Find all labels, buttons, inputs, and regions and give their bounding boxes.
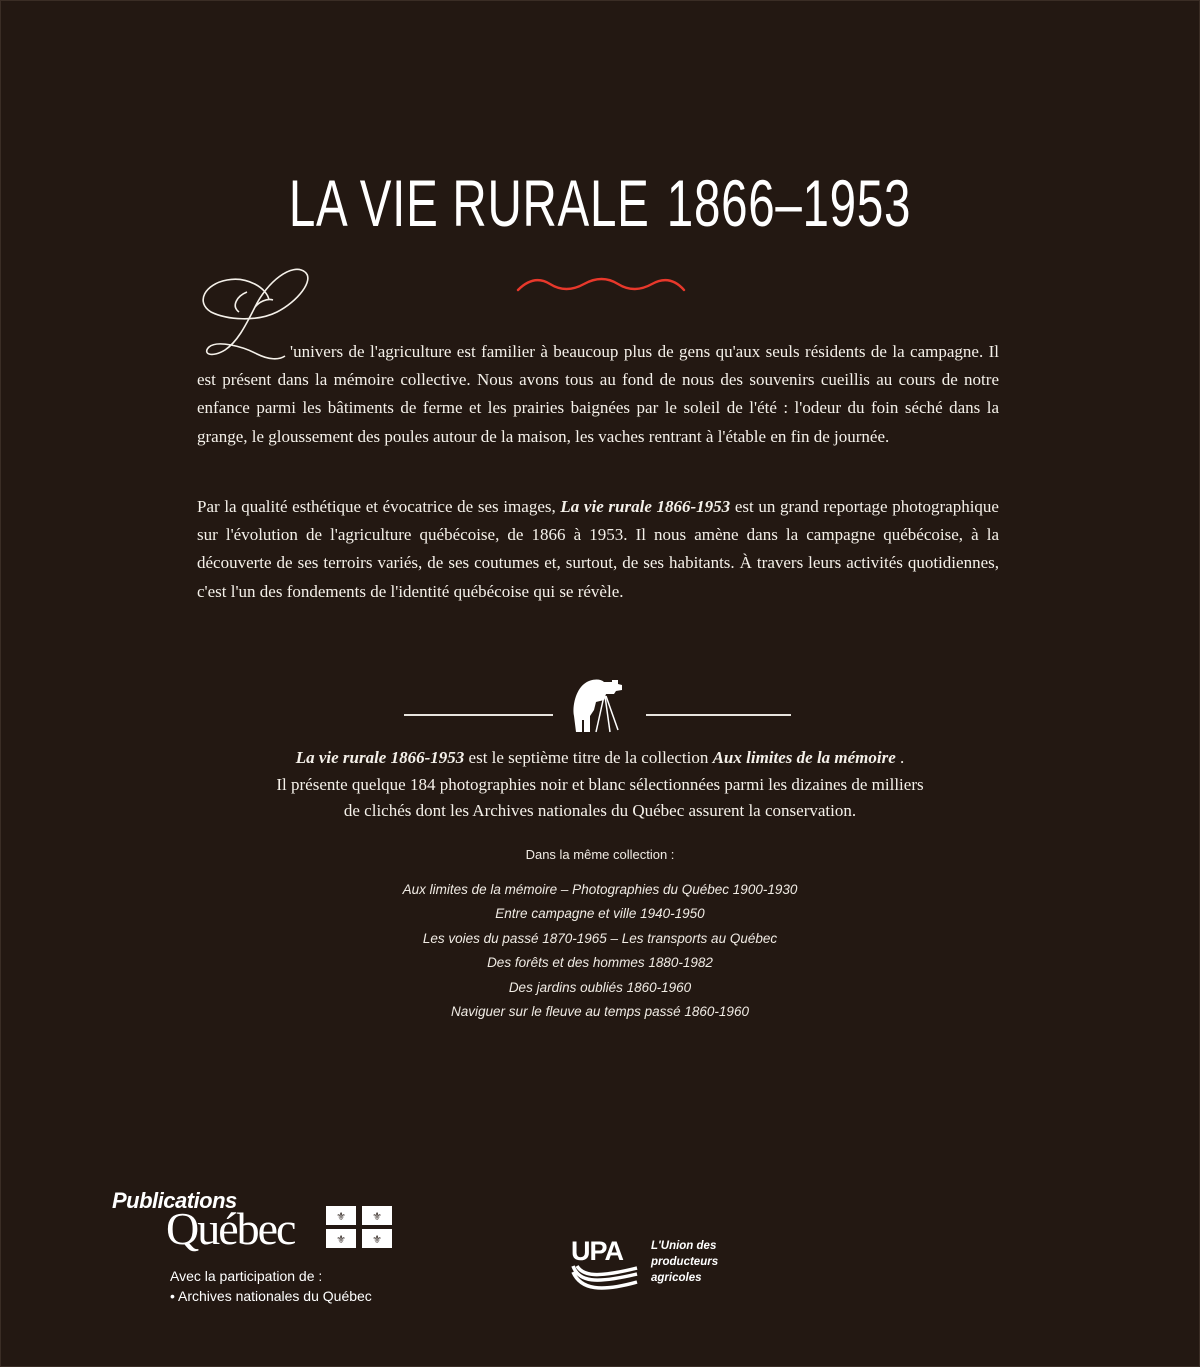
- quebec-flag-icon: [326, 1206, 392, 1248]
- credits-line-3: de clichés dont les Archives nationales du Québec assurent la conservation.: [343, 801, 857, 820]
- upa-logo-icon: [571, 1236, 641, 1292]
- divider-line-right: [646, 714, 791, 716]
- paragraph-1-text: 'univers de l'agriculture est familier à beaucoup plus de gens qu'aux seuls résidents de la campagne. Il est présent dans la mémoire collective. Nous avons tous au fond de nous des souvenirs cueillis au cours de notre enfance parmi les bâtiments de ferme et les prairies baignées par le soleil de l'été : l'odeur du foin séché dans la grange, le gloussement des poules autour de la maison, les vaches rentrant à l'étable en fin de journée.: [197, 342, 999, 446]
- credits-line-1: [0, 745, 1200, 772]
- svg-text:⚜: ⚜: [372, 1210, 382, 1223]
- paragraph-2-rest: est un grand reportage photographique sur l'évolution de l'agriculture québécoise, de 1866 à 1953. Il nous amène dans la campagne québécoise, à la découverte de ses terroirs variés, de ses coutumes et, surtout, de ses habitants. À travers leurs activités quotidiennes, c'est l'un des fondements de l'identité québécoise qui se révèle.: [197, 497, 999, 601]
- upa-name: [651, 1238, 718, 1286]
- intro-paragraph-1: [197, 338, 999, 451]
- svg-text:UPA: UPA: [571, 1236, 624, 1266]
- collection-title: Des forêts et des hommes 1880-1982: [487, 955, 713, 971]
- publisher-line-1: Publications: [112, 1188, 237, 1213]
- svg-text:⚜: ⚜: [372, 1233, 382, 1246]
- upa-name-line: producteurs: [651, 1256, 719, 1268]
- upa-name-line: L'Union des: [651, 1240, 717, 1252]
- title-years: 1866–1953: [666, 166, 912, 240]
- collection-credits: [0, 745, 1200, 825]
- participation-note: [170, 1266, 372, 1306]
- collection-title: Les voies du passé 1870-1965 – Les transports au Québec: [422, 930, 778, 946]
- paragraph-2-lead: Par la qualité esthétique et évocatrice de ses images,: [197, 497, 561, 516]
- wave-ornament-icon: [516, 274, 686, 294]
- publications-quebec-logo: [112, 1188, 412, 1260]
- publisher-line-2: Québec: [166, 1203, 295, 1254]
- collection-heading: Dans la même collection :: [525, 847, 675, 862]
- divider-line-left: [404, 714, 553, 716]
- photographer-camera-icon: [568, 676, 624, 734]
- svg-text:⚜: ⚜: [336, 1233, 346, 1246]
- book-title-inline: La vie rurale 1866-1953: [560, 497, 731, 516]
- title-text: LA VIE RURALE: [288, 166, 650, 240]
- upa-name-line: agricoles: [651, 1272, 702, 1284]
- book-title: [168, 166, 1032, 240]
- credits-line-2: Il présente quelque 184 photographies noir et blanc sélectionnées parmi les dizaines de milliers: [276, 774, 924, 794]
- svg-text:⚜: ⚜: [336, 1210, 346, 1223]
- intro-paragraph-2: [197, 493, 999, 606]
- credits-collection-name: Aux limites de la mémoire: [712, 748, 896, 767]
- collection-title: Aux limites de la mémoire – Photographies du Québec 1900-1930: [402, 882, 798, 897]
- collection-title: Entre campagne et ville 1940-1950: [495, 906, 705, 922]
- credits-line-1-middle: est le septième titre de la collection: [464, 748, 713, 767]
- collection-title: Des jardins oubliés 1860-1960: [508, 979, 692, 995]
- participant-item: • Archives nationales du Québec: [170, 1288, 372, 1304]
- collection-titles-list: [0, 878, 1200, 1024]
- participation-label: Avec la participation de :: [170, 1268, 323, 1284]
- collection-title: Naviguer sur le fleuve au temps passé 1860-1960: [451, 1004, 749, 1020]
- credits-book-title: La vie rurale 1866-1953: [295, 748, 465, 767]
- credits-line-1-end: .: [895, 748, 905, 767]
